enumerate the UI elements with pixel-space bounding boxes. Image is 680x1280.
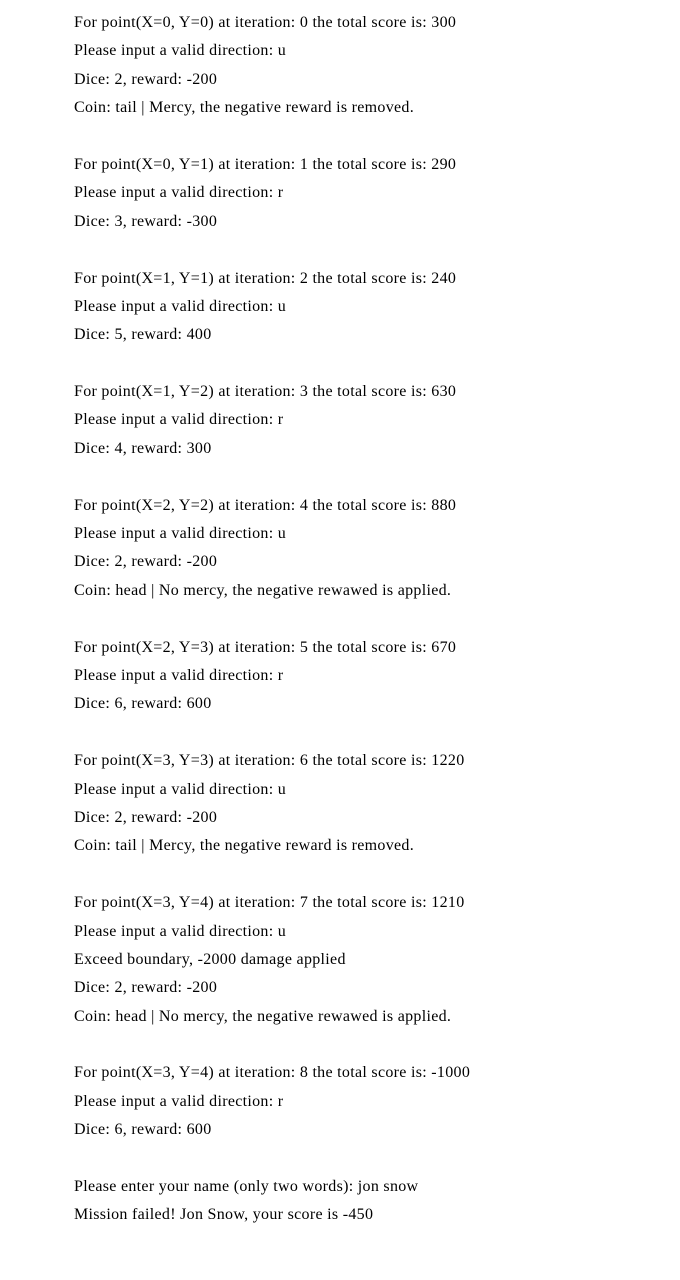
console-line: For point(X=0, Y=1) at iteration: 1 the total score is: 290 — [74, 155, 457, 173]
console-line: Mission failed! Jon Snow, your score is -450 — [74, 1206, 374, 1224]
console-line: For point(X=1, Y=1) at iteration: 2 the total score is: 240 — [74, 269, 457, 287]
blank-line — [74, 719, 664, 747]
console-line: Dice: 6, reward: 600 — [74, 1121, 212, 1139]
console-line: Coin: tail | Mercy, the negative reward is removed. — [74, 99, 415, 117]
console-line: Dice: 5, reward: 400 — [74, 326, 212, 344]
console-line: Please input a valid direction: r — [74, 666, 284, 684]
console-line: For point(X=3, Y=4) at iteration: 8 the total score is: -1000 — [74, 1064, 471, 1082]
console-line: Dice: 2, reward: -200 — [74, 553, 218, 571]
console-line: For point(X=3, Y=3) at iteration: 6 the total score is: 1220 — [74, 752, 465, 770]
console-line: Please input a valid direction: u — [74, 525, 287, 543]
blank-line — [74, 1031, 664, 1059]
blank-line — [74, 350, 664, 378]
console-line: For point(X=3, Y=4) at iteration: 7 the total score is: 1210 — [74, 894, 465, 912]
console-line: For point(X=2, Y=3) at iteration: 5 the total score is: 670 — [74, 638, 457, 656]
console-line: Coin: tail | Mercy, the negative reward is removed. — [74, 837, 415, 855]
console-line: Dice: 2, reward: -200 — [74, 979, 218, 997]
console-line: Please input a valid direction: r — [74, 411, 284, 429]
console-line: Please input a valid direction: u — [74, 780, 287, 798]
console-line: Dice: 2, reward: -200 — [74, 808, 218, 826]
console-line: For point(X=2, Y=2) at iteration: 4 the total score is: 880 — [74, 496, 457, 514]
console-line: Please input a valid direction: u — [74, 922, 287, 940]
console-line: Dice: 6, reward: 600 — [74, 695, 212, 713]
console-line: Please enter your name (only two words): jon snow — [74, 1178, 419, 1196]
blank-line — [74, 236, 664, 264]
console-line: For point(X=0, Y=0) at iteration: 0 the total score is: 300 — [74, 14, 457, 31]
blank-line — [74, 605, 664, 633]
console-line: Dice: 4, reward: 300 — [74, 439, 212, 457]
console-line: Exceed boundary, -2000 damage applied — [74, 950, 346, 968]
console-output — [74, 9, 664, 1230]
blank-line — [74, 861, 664, 889]
console-line: Please input a valid direction: u — [74, 297, 287, 315]
console-line: For point(X=1, Y=2) at iteration: 3 the total score is: 630 — [74, 383, 457, 401]
blank-line — [74, 463, 664, 491]
console-line: Coin: head | No mercy, the negative rewawed is applied. — [74, 1007, 452, 1025]
blank-line — [74, 123, 664, 151]
console-line: Please input a valid direction: r — [74, 1092, 284, 1110]
console-line: Dice: 3, reward: -300 — [74, 212, 218, 230]
console-line: Please input a valid direction: u — [74, 42, 287, 60]
blank-line — [74, 1145, 664, 1173]
console-line: Coin: head | No mercy, the negative rewawed is applied. — [74, 581, 452, 599]
console-line: Dice: 2, reward: -200 — [74, 70, 218, 88]
console-line: Please input a valid direction: r — [74, 184, 284, 202]
